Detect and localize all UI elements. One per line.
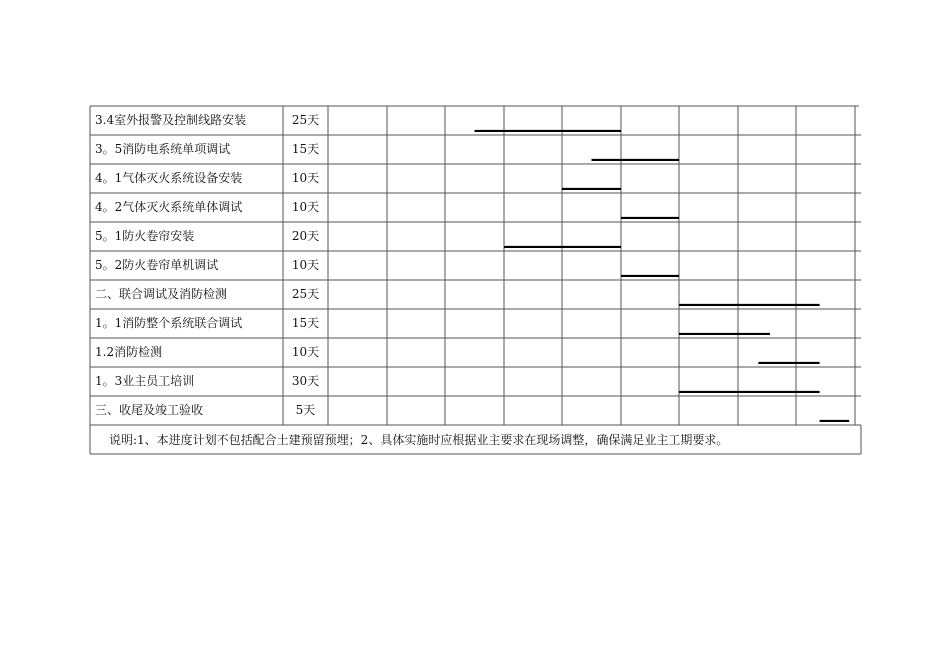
task-name: 1。3业主员工培训 [95,374,195,388]
task-duration: 10天 [291,171,320,185]
schedule-note: 说明:1、本进度计划不包括配合土建预留预埋；2、具体实施时应根据业主要求在现场调整，确保满足业主工期要求。 [109,433,729,447]
task-name: 4。2气体灭火系统单体调试 [95,200,243,214]
task-name: 5。2防火卷帘单机调试 [95,258,219,272]
task-name: 二、联合调试及消防检测 [95,287,228,301]
task-duration: 15天 [291,142,320,156]
task-duration: 25天 [291,287,320,301]
task-duration: 10天 [291,345,320,359]
task-name: 4。1气体灭火系统设备安装 [95,171,243,185]
task-duration: 10天 [291,258,320,272]
task-name: 3。5消防电系统单项调试 [95,142,231,156]
task-duration: 30天 [291,374,320,388]
task-name: 1。1消防整个系统联合调试 [95,316,243,330]
task-name: 5。1防火卷帘安装 [95,229,195,243]
task-name: 3.4室外报警及控制线路安装 [95,113,247,127]
task-duration: 15天 [291,316,320,330]
task-duration: 25天 [291,113,320,127]
task-duration: 5天 [295,403,316,417]
task-name: 1.2消防检测 [95,345,163,359]
task-duration: 10天 [291,200,320,214]
task-duration: 20天 [291,229,320,243]
task-name: 三、收尾及竣工验收 [95,403,204,417]
